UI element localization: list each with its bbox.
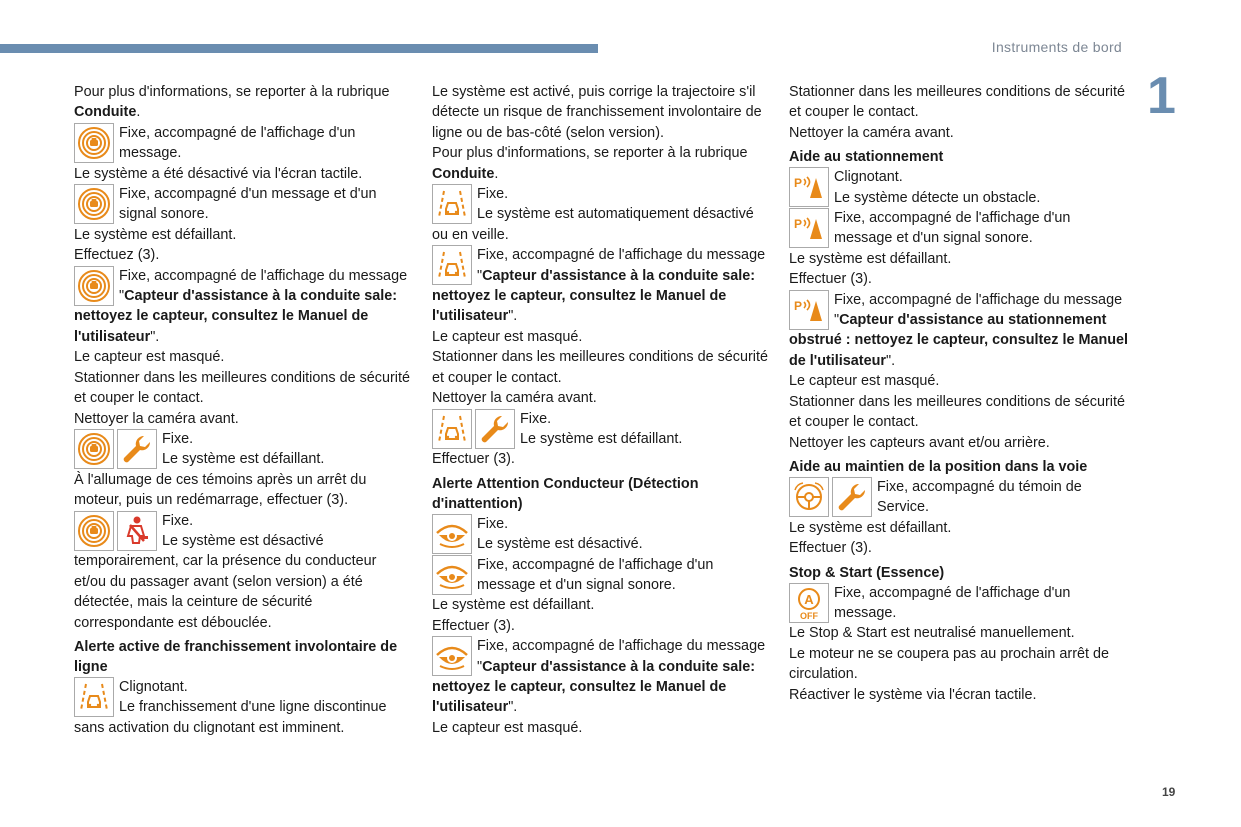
wrench-icon [475, 409, 515, 449]
indicator-row-float: Fixe, accompagné de l'affichage du message "Capteur d'assistance à la conduite sale: nettoyez le capteur, consultez le Manuel de l'utilisateur". [432, 638, 766, 716]
stop-start-off-label: OFF [800, 610, 818, 620]
indicator-row: Fixe, accompagné du témoin de Service. [789, 477, 1129, 518]
header-accent-bar [0, 44, 598, 53]
indicator-row-float: Clignotant. Le franchissement d'une ligne discontinue sans activation du clignotant est imminent. [74, 678, 387, 736]
heading: Aide au stationnement [789, 149, 944, 166]
indicator-row: Fixe. Le système est désactivé. [432, 514, 768, 555]
indicator-row-float: Fixe, accompagné de l'affichage du message "Capteur d'assistance à la conduite sale: nettoyez le capteur, consultez le Manuel de l'utilisateur". [74, 267, 408, 345]
column-2: Le système est activé, puis corrige la trajectoire s'il détecte un risque de franchissement involontaire de ligne ou de bas-côté (selon version). Pour plus d'informations, se reporter à la rubrique Conduite. Fixe. Le système est automatiquement désactivé ou en veille. Fixe, accompagné de l'affichage du message "Capteur d'assistance à la conduite sale: nettoyez le capteur, consultez le Manuel de l'utilisateur". Le capteur est masqué. Stationner dans les meilleures conditions de sécurité et couper le contact. Nettoyer la caméra avant. Fixe. Le système est défaillant. Effectuer (3). Alerte Attention Conducteur (Détection d'inattention) Fixe. Le système est désactivé. Fixe, accompagné de l'affichage d'un message et d'un signal sonore. Le système est défaillant. Effectuer (3). Fixe, accompagné de l'affichage du message "Capteur d'assistance à la conduite sale: nettoyez le capteur, consultez le Manuel de l'utilisateur". Le capteur est masqué. [432, 84, 768, 736]
driving-assist-sensor-icon [74, 429, 114, 469]
indicator-row-float: Fixe. Le système est désactivé temporairement, car la présence du conducteur et/ou du passager avant (selon version) a été détectée, mais la ceinture de sécurité correspondante est débouclée. [74, 512, 377, 631]
parking-sensor-icon [789, 167, 829, 207]
column-3: Stationner dans les meilleures conditions de sécurité et couper le contact. Nettoyer la caméra avant. Aide au stationnement Clignotant. Le système détecte un obstacle. Fixe, accompagné de l'affichage d'un message et d'un signal sonore. Le système est défaillant. Effectuer (3). Fixe, accompagné de l'affichage du message "Capteur d'assistance au stationnement obstrué : nettoyez le capteur, consultez le Manuel de l'utilisateur". Le capteur est masqué. Stationner dans les meilleures conditions de sécurité et couper le contact. Nettoyer les capteurs avant et/ou arrière. Aide au maintien de la position dans la voie Fixe, accompagné du témoin de Service. Le système est défaillant. Effectuer (3). Stop & Start (Essence) A OFF Fixe, accompagné de l'affichage d'un message. Le Stop & Start est neutralisé manuellement. Le moteur ne se coupera pas au prochain arrêt de circulation. Réactiver le système via l'écran tactile. [789, 84, 1129, 703]
indicator-row: A OFF Fixe, accompagné de l'affichage d'un message. [789, 583, 1129, 624]
seatbelt-icon [117, 511, 157, 551]
indicator-row: Fixe, accompagné d'un message et d'un signal sonore. [74, 184, 410, 225]
driving-assist-sensor-icon [74, 266, 114, 306]
driving-assist-sensor-icon [74, 123, 114, 163]
page-number: 19 [1162, 785, 1176, 799]
wrench-icon [832, 477, 872, 517]
parking-sensor-icon [789, 290, 829, 330]
column-1: Pour plus d'informations, se reporter à la rubrique Conduite. Fixe, accompagné de l'affichage d'un message. Le système a été désactivé via l'écran tactile. Fixe, accompagné d'un message et d'un signal sonore. Le système est défaillant. Effectuez (3). Fixe, accompagné de l'affichage du message "Capteur d'assistance à la conduite sale: nettoyez le capteur, consultez le Manuel de l'utilisateur". Le capteur est masqué. Stationner dans les meilleures conditions de sécurité et couper le contact. Nettoyer la caméra avant. Fixe. Le système est défaillant. À l'allumage de ces témoins après un arrêt du moteur, puis un redémarrage, effectuer (3). Fixe. Le système est désactivé temporairement, car la présence du conducteur et/ou du passager avant (selon version) a été détectée, mais la ceinture de sécurité correspondante est débouclée. Alerte active de franchissement involontaire de ligne Clignotant. Le franchissement d'une ligne discontinue sans activation du clignotant est imminent. [74, 82, 410, 738]
driving-assist-sensor-icon [74, 511, 114, 551]
paragraph: Pour plus d'informations, se reporter à la rubrique Conduite. [432, 145, 748, 182]
indicator-row: Fixe, accompagné de l'affichage d'un message. [74, 123, 410, 164]
indicator-row-float: Fixe. Le système est automatiquement désactivé ou en veille. [432, 186, 754, 243]
driving-assist-sensor-icon [74, 184, 114, 224]
driver-attention-eye-icon [432, 636, 472, 676]
indicator-row: Fixe. Le système est défaillant. [432, 409, 768, 450]
lane-departure-icon [432, 245, 472, 285]
indicator-row: Fixe, accompagné de l'affichage d'un message et d'un signal sonore. [432, 555, 768, 596]
heading: Alerte Attention Conducteur (Détection d'inattention) [432, 475, 699, 512]
lane-departure-icon [432, 409, 472, 449]
indicator-row-float: Fixe, accompagné de l'affichage du message "Capteur d'assistance à la conduite sale: nettoyez le capteur, consultez le Manuel de l'utilisateur". [432, 247, 766, 325]
indicator-row: Fixe. Le système est défaillant. [74, 429, 410, 470]
heading: Aide au maintien de la position dans la voie [789, 458, 1088, 475]
driver-attention-eye-icon [432, 514, 472, 554]
indicator-row-float: Fixe, accompagné de l'affichage du message "Capteur d'assistance au stationnement obstrué : nettoyez le capteur, consultez le Manuel de l'utilisateur". [789, 291, 1129, 369]
chapter-number: 1 [1147, 67, 1176, 125]
indicator-row: Fixe, accompagné de l'affichage d'un message et d'un signal sonore. [789, 208, 1129, 249]
lane-keeping-steering-icon [789, 477, 829, 517]
lane-departure-icon [74, 677, 114, 717]
stop-start-off-icon [789, 583, 829, 623]
heading: Stop & Start (Essence) [789, 564, 945, 581]
section-title: Instruments de bord [991, 39, 1122, 55]
stop-start-a-label: A [804, 591, 814, 607]
parking-sensor-icon [789, 208, 829, 248]
paragraph: Pour plus d'informations, se reporter à la rubrique Conduite. [74, 84, 390, 121]
driver-attention-eye-icon [432, 555, 472, 595]
indicator-row: Clignotant. Le système détecte un obstacle. [789, 167, 1129, 208]
wrench-icon [117, 429, 157, 469]
heading: Alerte active de franchissement involontaire de ligne [74, 638, 398, 675]
lane-departure-icon [432, 184, 472, 224]
